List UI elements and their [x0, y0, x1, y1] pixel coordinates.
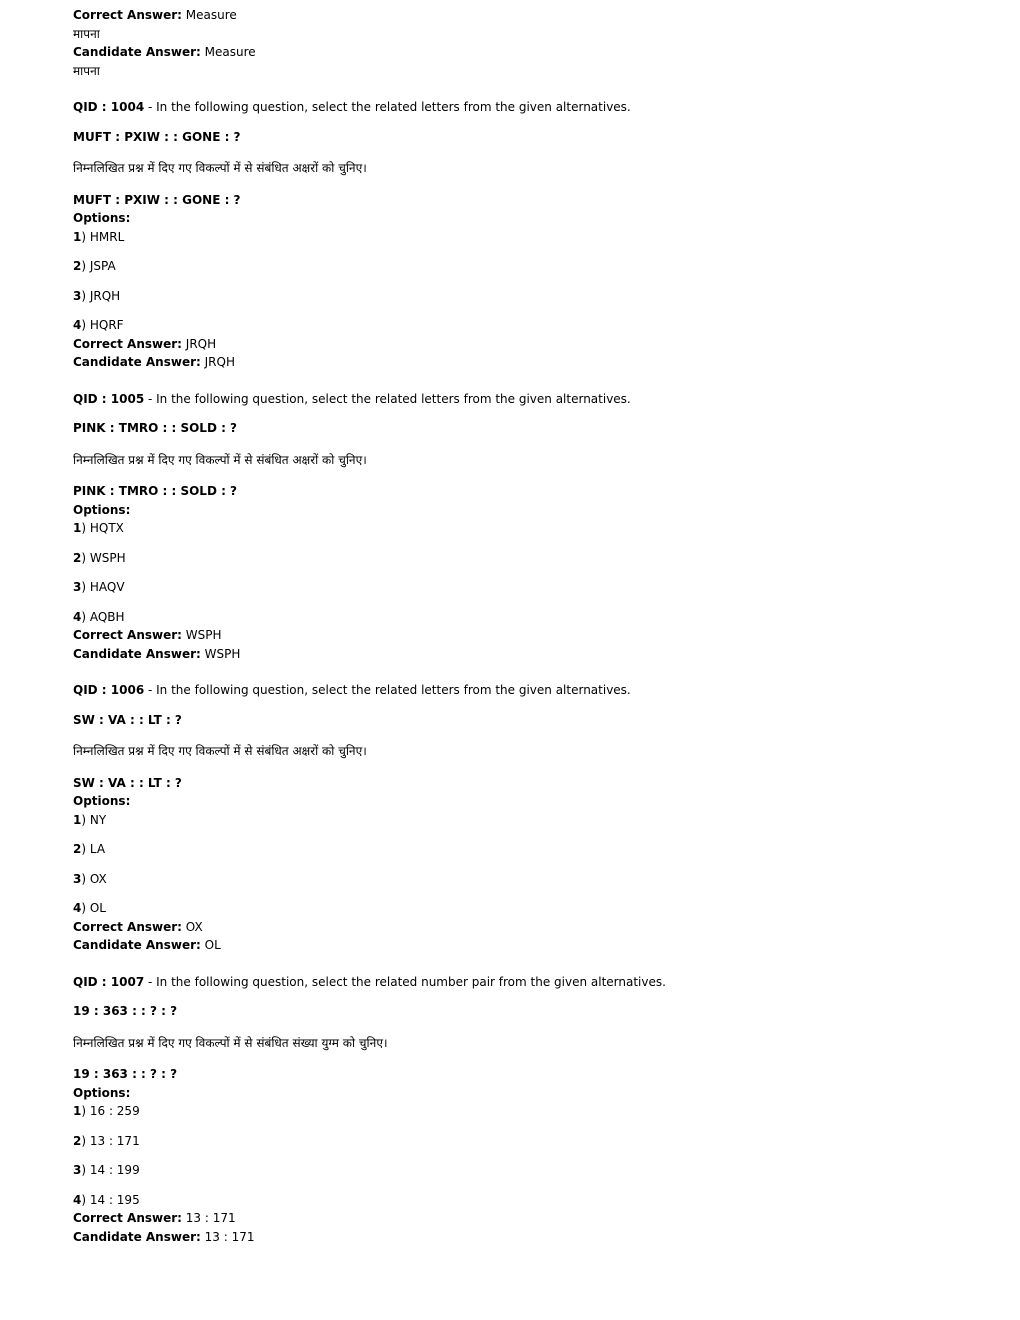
- correct-answer-hindi: मापना: [73, 26, 100, 41]
- question-pattern-repeat: PINK : TMRO : : SOLD : ?: [73, 484, 238, 498]
- correct-answer-line: [73, 626, 973, 645]
- option-item: [73, 1132, 973, 1151]
- option-text: ) JRQH: [81, 288, 121, 303]
- correct-answer-value: JRQH: [181, 336, 217, 351]
- question-pattern-repeat: MUFT : PXIW : : GONE : ?: [73, 192, 241, 207]
- option-number: 2: [73, 1133, 82, 1148]
- question-header: [73, 681, 973, 700]
- correct-answer-label: Correct Answer:: [73, 628, 182, 642]
- option-number: 4: [73, 1192, 82, 1207]
- option-text: ) 14 : 195: [81, 1192, 140, 1207]
- options-label: Options:: [73, 1085, 131, 1100]
- option-item: [73, 519, 973, 538]
- option-item: [73, 840, 973, 859]
- question-pattern: SW : VA : : LT : ?: [73, 712, 182, 727]
- question-hindi: निम्नलिखित प्रश्न में दिए गए विकल्पों में से संबंधित अक्षरों को चुनिए।: [73, 161, 367, 175]
- option-number: 1: [73, 1104, 82, 1118]
- candidate-answer-value: JRQH: [200, 355, 235, 369]
- question-hindi: निम्नलिखित प्रश्न में दिए गए विकल्पों में से संबंधित संख्या युग्म को चुनिए।: [73, 1035, 388, 1050]
- option-text: ) HQTX: [81, 521, 124, 535]
- option-number: 3: [73, 871, 82, 886]
- options-label: Options:: [73, 502, 131, 517]
- question-pattern: PINK : TMRO : : SOLD : ?: [73, 421, 238, 435]
- candidate-answer-label: Candidate Answer:: [73, 938, 201, 952]
- question-pattern-repeat: 19 : 363 : : ? : ?: [73, 1067, 178, 1081]
- question-block: [73, 98, 973, 372]
- option-text: ) AQBH: [81, 609, 125, 624]
- correct-answer-value: WSPH: [181, 628, 222, 642]
- candidate-answer-label: Candidate Answer:: [73, 1229, 201, 1244]
- option-text: ) 16 : 259: [81, 1104, 140, 1118]
- option-item: [73, 228, 973, 247]
- options-list: [73, 519, 973, 626]
- candidate-answer-value: 13 : 171: [200, 1229, 255, 1244]
- correct-answer-label: Correct Answer:: [73, 1211, 182, 1225]
- option-item: [73, 1102, 973, 1121]
- option-text: ) OX: [81, 871, 107, 886]
- option-text: ) 13 : 171: [81, 1133, 140, 1148]
- question-block: [73, 973, 973, 1247]
- option-item: [73, 257, 973, 276]
- options-label: Options:: [73, 794, 131, 808]
- question-prompt: - In the following question, select the related letters from the given alternatives.: [144, 100, 631, 114]
- option-number: 3: [73, 288, 82, 303]
- option-item: [73, 287, 973, 306]
- candidate-answer-line: [73, 353, 973, 372]
- option-number: 4: [73, 318, 82, 332]
- candidate-answer-line: [73, 936, 973, 955]
- candidate-answer-value: Measure: [200, 45, 256, 59]
- question-hindi: निम्नलिखित प्रश्न में दिए गए विकल्पों में से संबंधित अक्षरों को चुनिए।: [73, 452, 367, 467]
- option-number: 2: [73, 259, 82, 273]
- candidate-answer-value: OL: [200, 938, 221, 952]
- candidate-answer-label: Candidate Answer:: [73, 45, 201, 59]
- option-item: [73, 608, 973, 627]
- correct-answer-line: [73, 1209, 973, 1228]
- correct-answer-value: 13 : 171: [181, 1211, 236, 1225]
- option-item: [73, 578, 973, 597]
- question-header: [73, 973, 973, 992]
- option-number: 1: [73, 521, 82, 535]
- options-list: [73, 811, 973, 918]
- question-hindi: निम्नलिखित प्रश्न में दिए गए विकल्पों में से संबंधित अक्षरों को चुनिए।: [73, 744, 367, 758]
- option-text: ) HAQV: [81, 580, 125, 594]
- option-text: ) OL: [81, 901, 106, 915]
- correct-answer-value: OX: [181, 919, 203, 934]
- option-number: 4: [73, 901, 82, 915]
- option-number: 2: [73, 842, 82, 856]
- qid-label: QID : 1007: [73, 974, 145, 989]
- candidate-answer-label: Candidate Answer:: [73, 646, 201, 661]
- candidate-answer-line: [73, 43, 973, 62]
- question-block: [73, 681, 973, 955]
- question-block: [73, 390, 973, 664]
- correct-answer-line: [73, 918, 973, 937]
- qid-label: QID : 1005: [73, 391, 145, 406]
- option-text: ) NY: [81, 812, 107, 827]
- candidate-answer-label: Candidate Answer:: [73, 355, 201, 369]
- option-text: ) JSPA: [81, 259, 116, 273]
- option-text: ) 14 : 199: [81, 1163, 140, 1177]
- option-text: ) HQRF: [81, 318, 124, 332]
- question-pattern: 19 : 363 : : ? : ?: [73, 1004, 178, 1018]
- option-number: 1: [73, 812, 82, 827]
- options-list: [73, 1102, 973, 1209]
- option-item: [73, 899, 973, 918]
- answer-sheet: [73, 6, 973, 1246]
- option-number: 2: [73, 550, 82, 565]
- correct-answer-line: [73, 6, 973, 25]
- options-label: Options:: [73, 211, 131, 225]
- candidate-answer-value: WSPH: [200, 646, 241, 661]
- qid-label: QID : 1006: [73, 683, 145, 697]
- option-number: 4: [73, 609, 82, 624]
- question-prompt: - In the following question, select the related letters from the given alternatives.: [144, 391, 631, 406]
- candidate-answer-line: [73, 1228, 973, 1247]
- correct-answer-label: Correct Answer:: [73, 919, 182, 934]
- option-item: [73, 549, 973, 568]
- question-pattern: MUFT : PXIW : : GONE : ?: [73, 129, 241, 144]
- option-number: 1: [73, 229, 82, 244]
- option-item: [73, 811, 973, 830]
- option-item: [73, 1191, 973, 1210]
- question-list: [73, 98, 973, 1246]
- correct-answer-label: Correct Answer:: [73, 336, 182, 351]
- question-pattern-repeat: SW : VA : : LT : ?: [73, 775, 182, 790]
- option-item: [73, 1161, 973, 1180]
- option-text: ) WSPH: [81, 550, 126, 565]
- correct-answer-label: Correct Answer:: [73, 8, 182, 22]
- option-text: ) HMRL: [81, 229, 125, 244]
- question-header: [73, 98, 973, 117]
- correct-answer-value: Measure: [181, 8, 237, 22]
- option-item: [73, 316, 973, 335]
- option-text: ) LA: [81, 842, 106, 856]
- question-prompt: - In the following question, select the related letters from the given alternatives.: [144, 683, 631, 697]
- options-list: [73, 228, 973, 335]
- option-item: [73, 870, 973, 889]
- option-number: 3: [73, 1163, 82, 1177]
- question-header: [73, 390, 973, 409]
- question-prompt: - In the following question, select the related number pair from the given alternatives.: [144, 974, 666, 989]
- option-number: 3: [73, 580, 82, 594]
- qid-label: QID : 1004: [73, 100, 145, 114]
- candidate-answer-hindi: मापना: [73, 63, 100, 78]
- correct-answer-line: [73, 335, 973, 354]
- candidate-answer-line: [73, 645, 973, 664]
